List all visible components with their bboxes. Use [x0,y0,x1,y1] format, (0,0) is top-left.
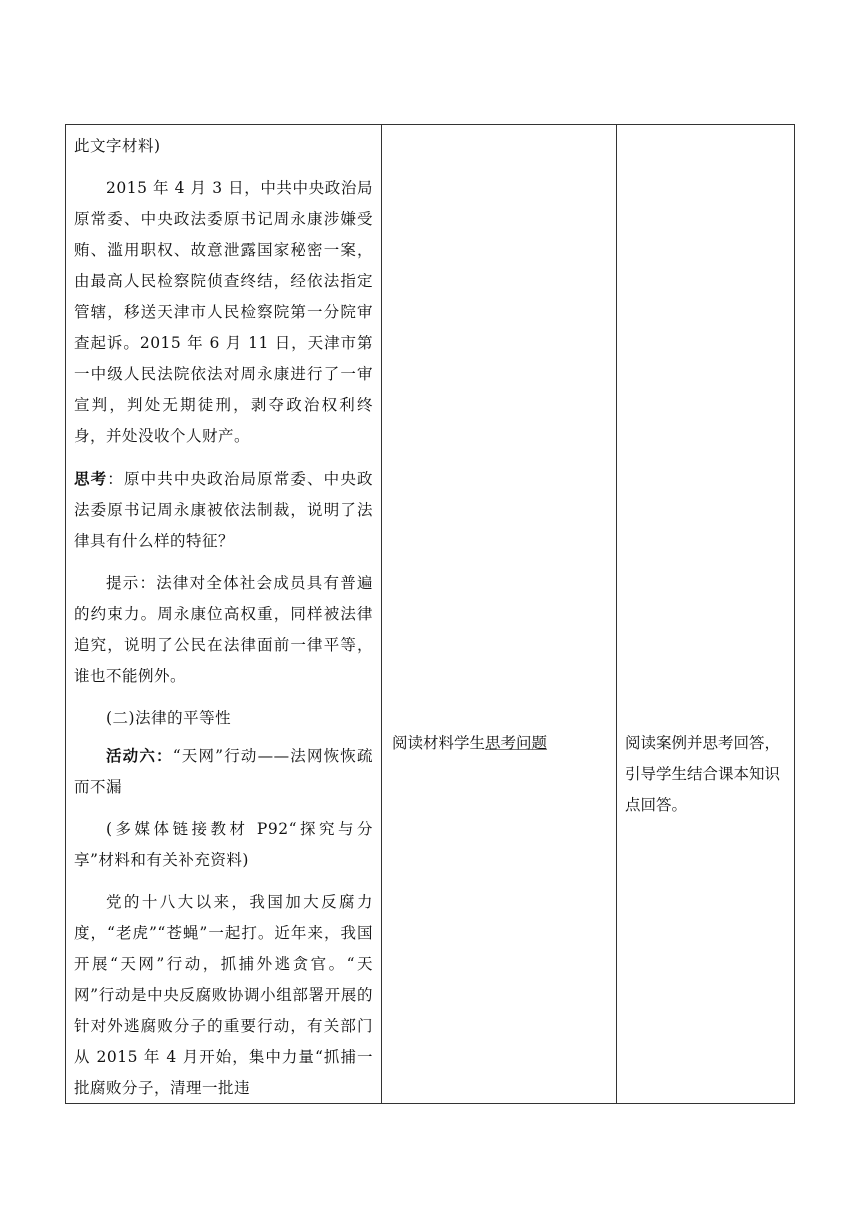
activity-label: 活动六： [106,746,173,765]
material-tail: 此文字材料) [74,137,161,155]
design-intent-column [617,125,796,1103]
think-text: ：原中共中央政治局原常委、中央政法委原书记周永康被依法制裁，说明了法律具有什么样的特征？ [74,470,373,550]
think-label: 思考 [74,469,108,488]
content-column [66,125,381,1103]
activity-text: “天网”行动——法网恢恢疏而不漏 [74,747,373,796]
activity-title [74,740,373,803]
think-question [74,463,373,557]
section-title: (二)法律的平等性 [106,709,232,727]
lesson-table [65,124,795,1104]
media-note: (多媒体链接教材 P92“探究与分享”材料和有关补充资料) [74,820,373,869]
case-paragraph: 2015 年 4 月 3 日，中共中央政治局原常委、中央政法委原书记周永康涉嫌受贿、滥用职权、故意泄露国家秘密一案，由最高人民检察院侦查终结，经依法指定管辖，移送天津市人民检察院第一分院审查起诉。2015 年 6 月 11 日，天津市第一中级人民法院依法对周永康进行了一审宣判，判处无期徒刑，剥夺政治权利终身，并处没收个人财产。 [74,179,373,445]
student-activity-text-b: 思考问题 [485,734,548,752]
student-activity-text [392,728,547,759]
hint-paragraph: 提示：法律对全体社会成员具有普遍的约束力。周永康位高权重，同样被法律追究，说明了公民在法律面前一律平等，谁也不能例外。 [74,574,373,685]
student-activity-text-a: 阅读材料学生 [392,734,486,752]
design-intent-text: 阅读案例并思考回答，引导学生结合课本知识点回答。 [625,734,781,814]
party-paragraph: 党的十八大以来，我国加大反腐力度，“老虎”“苍蝇”一起打。近年来，我国开展“天网”行动，抓捕外逃贪官。“天网”行动是中央反腐败协调小组部署开展的针对外逃腐败分子的重要行动，有关部门从 2015 年 4 月开始，集中力量“抓捕一批腐败分子，清理一批违 [74,893,373,1097]
student-activity-column [382,125,616,1103]
